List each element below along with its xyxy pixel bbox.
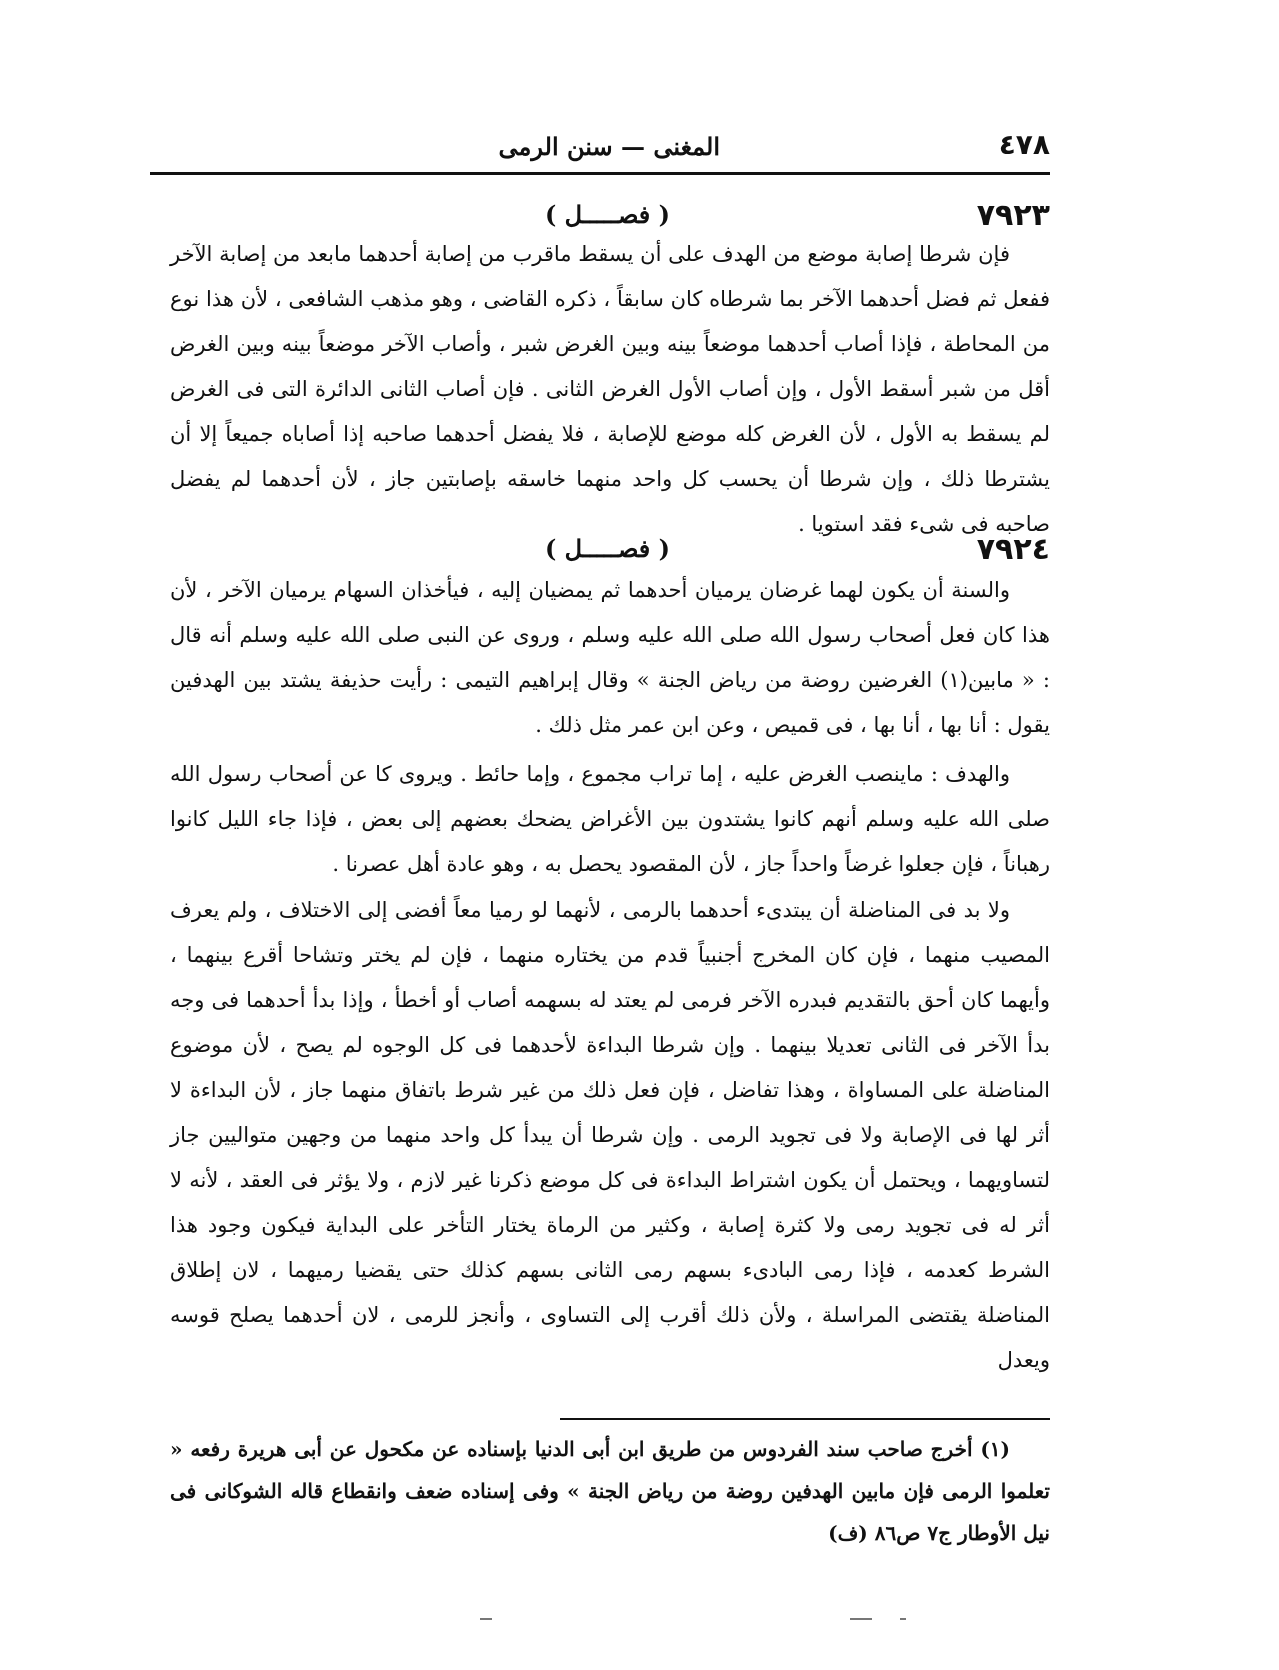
- section-label: ( فصـــــل ): [544, 534, 670, 563]
- section-label: ( فصـــــل ): [544, 200, 670, 229]
- running-title: المغنى — سنن الرمى: [498, 132, 720, 161]
- section-number: ٧٩٢٤: [976, 532, 1050, 567]
- paragraph: ولا بد فى المناضلة أن يبتدىء أحدهما بالرمى ، لأنهما لو رميا معاً أفضى إلى الاختلاف ، ولم يعرف المصيب منهما ، فإن كان المخرج أجنبياً قدم من يختاره منهما ، فإن لم يختر وتشاحا أقرع بينهما ، وأيهما كان أحق بالتقديم فبدره الآخر فرمى لم يعتد له بسهمه أصاب أو أخطأ ، وإذا بدأ أحدهما فى وجه بدأ الآخر فى الثانى تعديلا بينهما . وإن شرطا البداءة لأحدهما فى كل الوجوه لم يصح ، لأن موضوع المناضلة على المساواة ، وهذا تفاضل ، فإن فعل ذلك من غير شرط باتفاق منهما جاز ، لأن البداءة لا أثر لها فى الإصابة ولا فى تجويد الرمى . وإن شرطا أن يبدأ كل واحد منهما من وجهين متواليين جاز لتساويهما ، ويحتمل أن يكون اشتراط البداءة فى كل موضع ذكرنا غير لازم ، ولا يؤثر فى العقد ، لأنه لا أثر له فى تجويد رمى ولا كثرة إصابة ، وكثير من الرماة يختار التأخر على البداية فيكون وجود هذا الشرط كعدمه ، فإذا رمى البادىء بسهم رمى الثانى بسهم كذلك حتى يقضيا رميهما ، لان إطلاق المناضلة يقتضى المراسلة ، ولأن ذلك أقرب إلى التساوى ، وأنجز للرمى ، لان أحدهما يصلح قوسه ويعدل: [170, 898, 1050, 1372]
- header-rule: [150, 172, 1050, 175]
- scan-marks: [480, 1618, 940, 1628]
- paragraph: فإن شرطا إصابة موضع من الهدف على أن يسقط ماقرب من إصابة أحدهما مابعد من إصابة الآخر ففعل ثم فضل أحدهما الآخر بما شرطاه كان سابقاً ، ذكره القاضى ، وهو مذهب الشافعى ، لأن هذا نوع من المحاطة ، فإذا أصاب أحدهما موضعاً بينه وبين الغرض شبر ، وأصاب الآخر موضعاً بينه وبين الغرض أقل من شبر أسقط الأول ، وإن أصاب الأول الغرض الثانى . فإن أصاب الثانى الدائرة التى فى الغرض لم يسقط به الأول ، لأن الغرض كله موضع للإصابة ، فلا يفضل أحدهما صاحبه إذا أصاباه جميعاً إلا أن يشترطا ذلك ، وإن شرطا أن يحسب كل واحد منهما خاسقه بإصابتين جاز ، لأن أحدهما لم يفضل صاحبه فى شىء فقد استويا .: [170, 242, 1050, 536]
- page-number: ٤٧٨: [998, 128, 1050, 161]
- section-number: ٧٩٢٣: [976, 198, 1050, 233]
- page-header: [170, 128, 1050, 168]
- section-heading: [170, 532, 1050, 568]
- scan-mark: [480, 1618, 492, 1620]
- section-heading: [170, 198, 1050, 234]
- paragraph: والسنة أن يكون لهما غرضان يرميان أحدهما ثم يمضيان إليه ، فيأخذان السهام يرميان الآخر ، لأن هذا كان فعل أصحاب رسول الله صلى الله عليه وسلم ، وروى عن النبى صلى الله عليه وسلم أنه قال : « مابين(١) الغرضين روضة من رياض الجنة » وقال إبراهيم التيمى : رأيت حذيفة يشتد بين الهدفين يقول : أنا بها ، أنا بها ، فى قميص ، وعن ابن عمر مثل ذلك .: [170, 578, 1050, 737]
- footnote: (١) أخرج صاحب سند الفردوس من طريق ابن أبى الدنيا بإسناده عن مكحول عن أبى هريرة رفعه « تعلموا الرمى فإن مابين الهدفين روضة من رياض الجنة » وفى إسناده ضعف وانقطاع قاله الشوكانى فى نيل الأوطار ج٧ ص٨٦ (ف): [170, 1437, 1050, 1545]
- paragraph: والهدف : ماينصب الغرض عليه ، إما تراب مجموع ، وإما حائط . ويروى كا عن أصحاب رسول الله صلى الله عليه وسلم أنهم كانوا يشتدون بين الأغراض يضحك بعضهم إلى بعض ، فإذا جاء الليل كانوا رهباناً ، فإن جعلوا غرضاً واحداً جاز ، لأن المقصود يحصل به ، وهو عادة أهل عصرنا .: [170, 762, 1050, 876]
- scan-mark: [900, 1618, 906, 1620]
- footnote-rule: [560, 1418, 1050, 1420]
- scan-mark: [850, 1618, 872, 1620]
